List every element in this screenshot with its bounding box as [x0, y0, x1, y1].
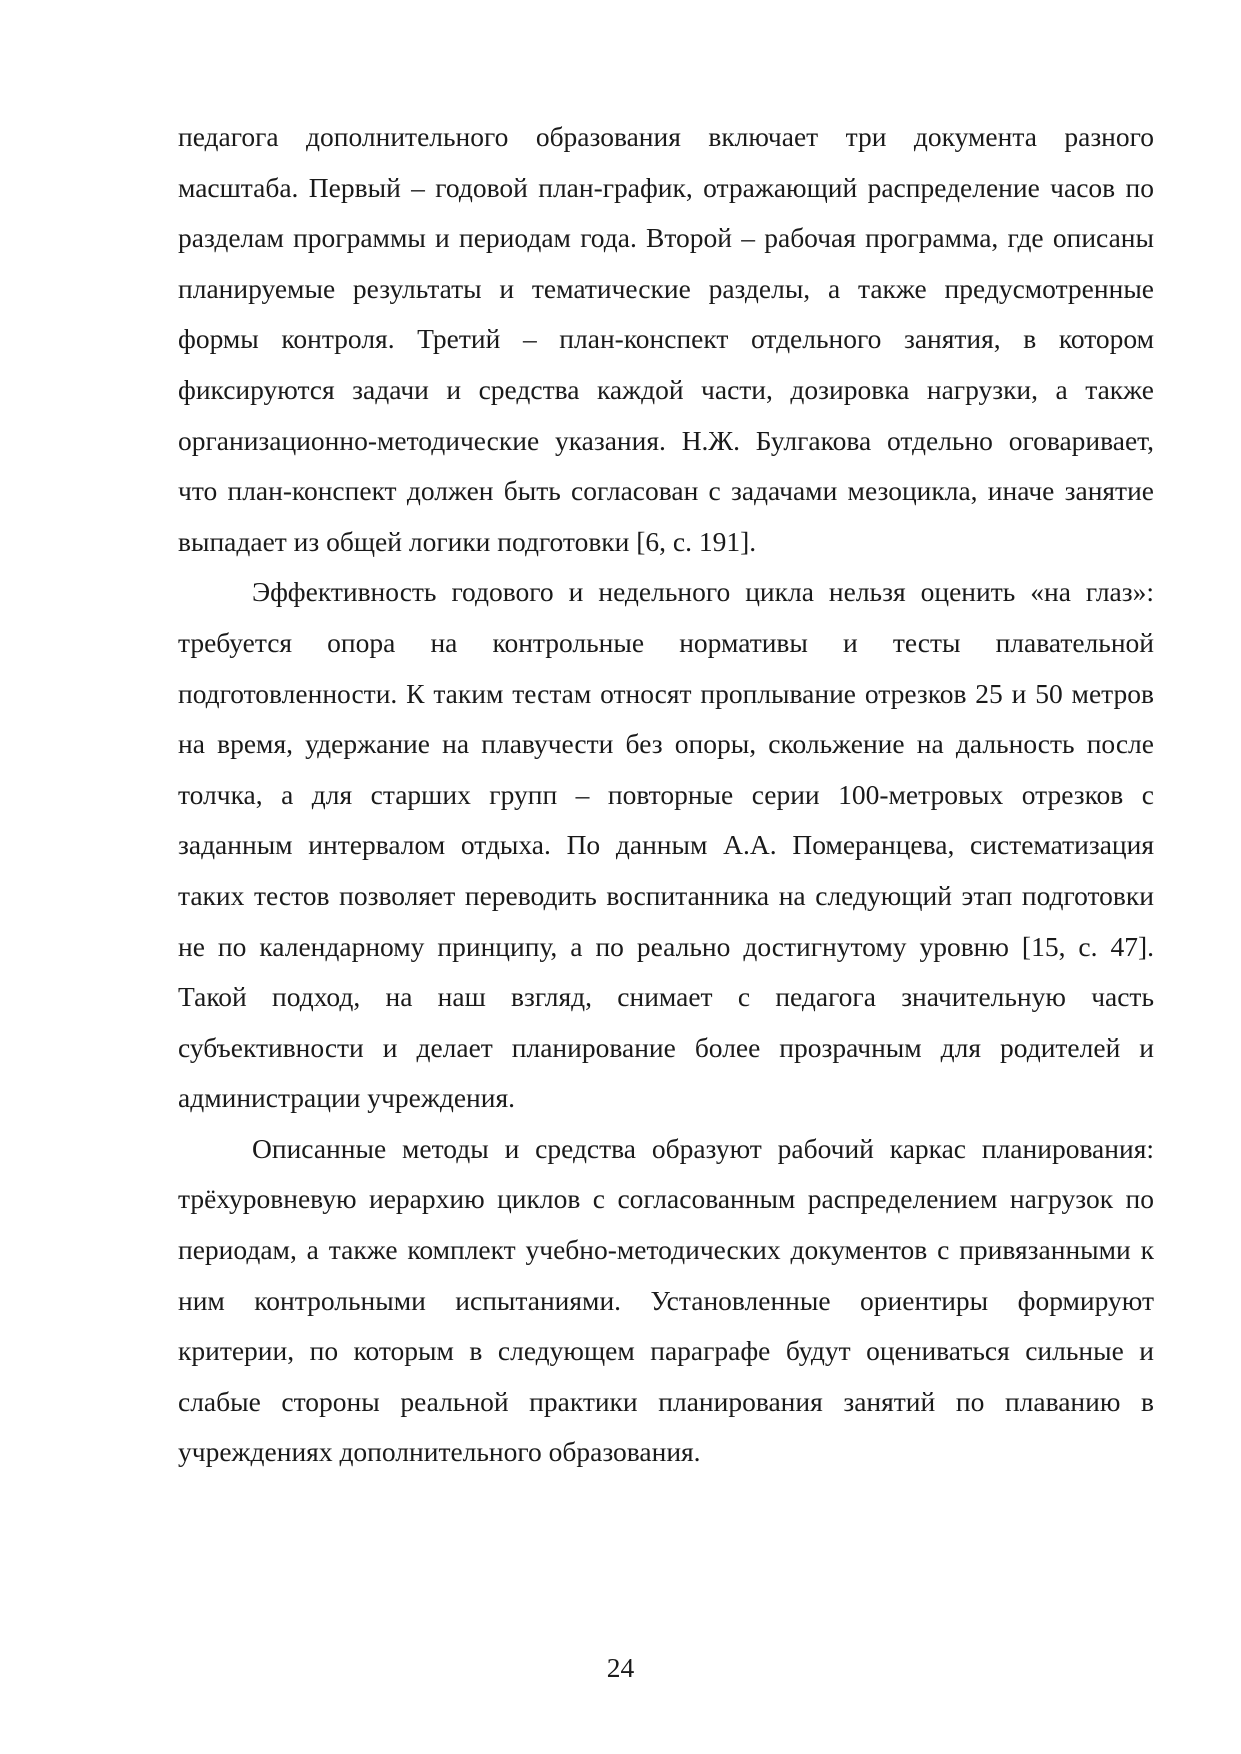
page-number: 24: [606, 1652, 635, 1683]
paragraph-continuation: педагога дополнительного образования включает три документа разного масштаба. Первый – годовой план-график, отражающий распределение часов по разделам программы и периодам года. Второй – рабочая программа, где описаны планируемые результаты и тематические разделы, а также предусмотренные формы контроля. Третий – план-конспект отдельного занятия, в котором фиксируются задачи и средства каждой части, дозировка нагрузки, а также организационно-методические указания. Н.Ж. Булгакова отдельно оговаривает, что план-конспект должен быть согласован с задачами мезоцикла, иначе занятие выпадает из общей логики подготовки [6, с. 191].: [178, 121, 1154, 557]
paragraph-testing: Эффективность годового и недельного цикла нельзя оценить «на глаз»: требуется опора на контрольные нормативы и тесты плавательной подготовленности. К таким тестам относят проплывание отрезков 25 и 50 метров на время, удержание на плавучести без опоры, скольжение на дальность после толчка, а для старших групп – повторные серии 100-метровых отрезков с заданным интервалом отдыха. По данным А.А. Померанцева, систематизация таких тестов позволяет переводить воспитанника на следующий этап подготовки не по календарному принципу, а по реально достигнутому уровню [15, с. 47]. Такой подход, на наш взгляд, снимает с педагога значительную часть субъективности и делает планирование более прозрачным для родителей и администрации учреждения.: [178, 576, 1154, 1114]
body-text: [178, 112, 1154, 1478]
paragraph-conclusion: Описанные методы и средства образуют рабочий каркас планирования: трёхуровневую иерархию циклов с согласованным распределением нагрузок по периодам, а также комплект учебно-методических документов с привязанными к ним контрольными испытаниями. Установленные ориентиры формируют критерии, по которым в следующем параграфе будут оцениваться сильные и слабые стороны реальной практики планирования занятий по плаванию в учреждениях дополнительного образования.: [178, 1132, 1154, 1468]
